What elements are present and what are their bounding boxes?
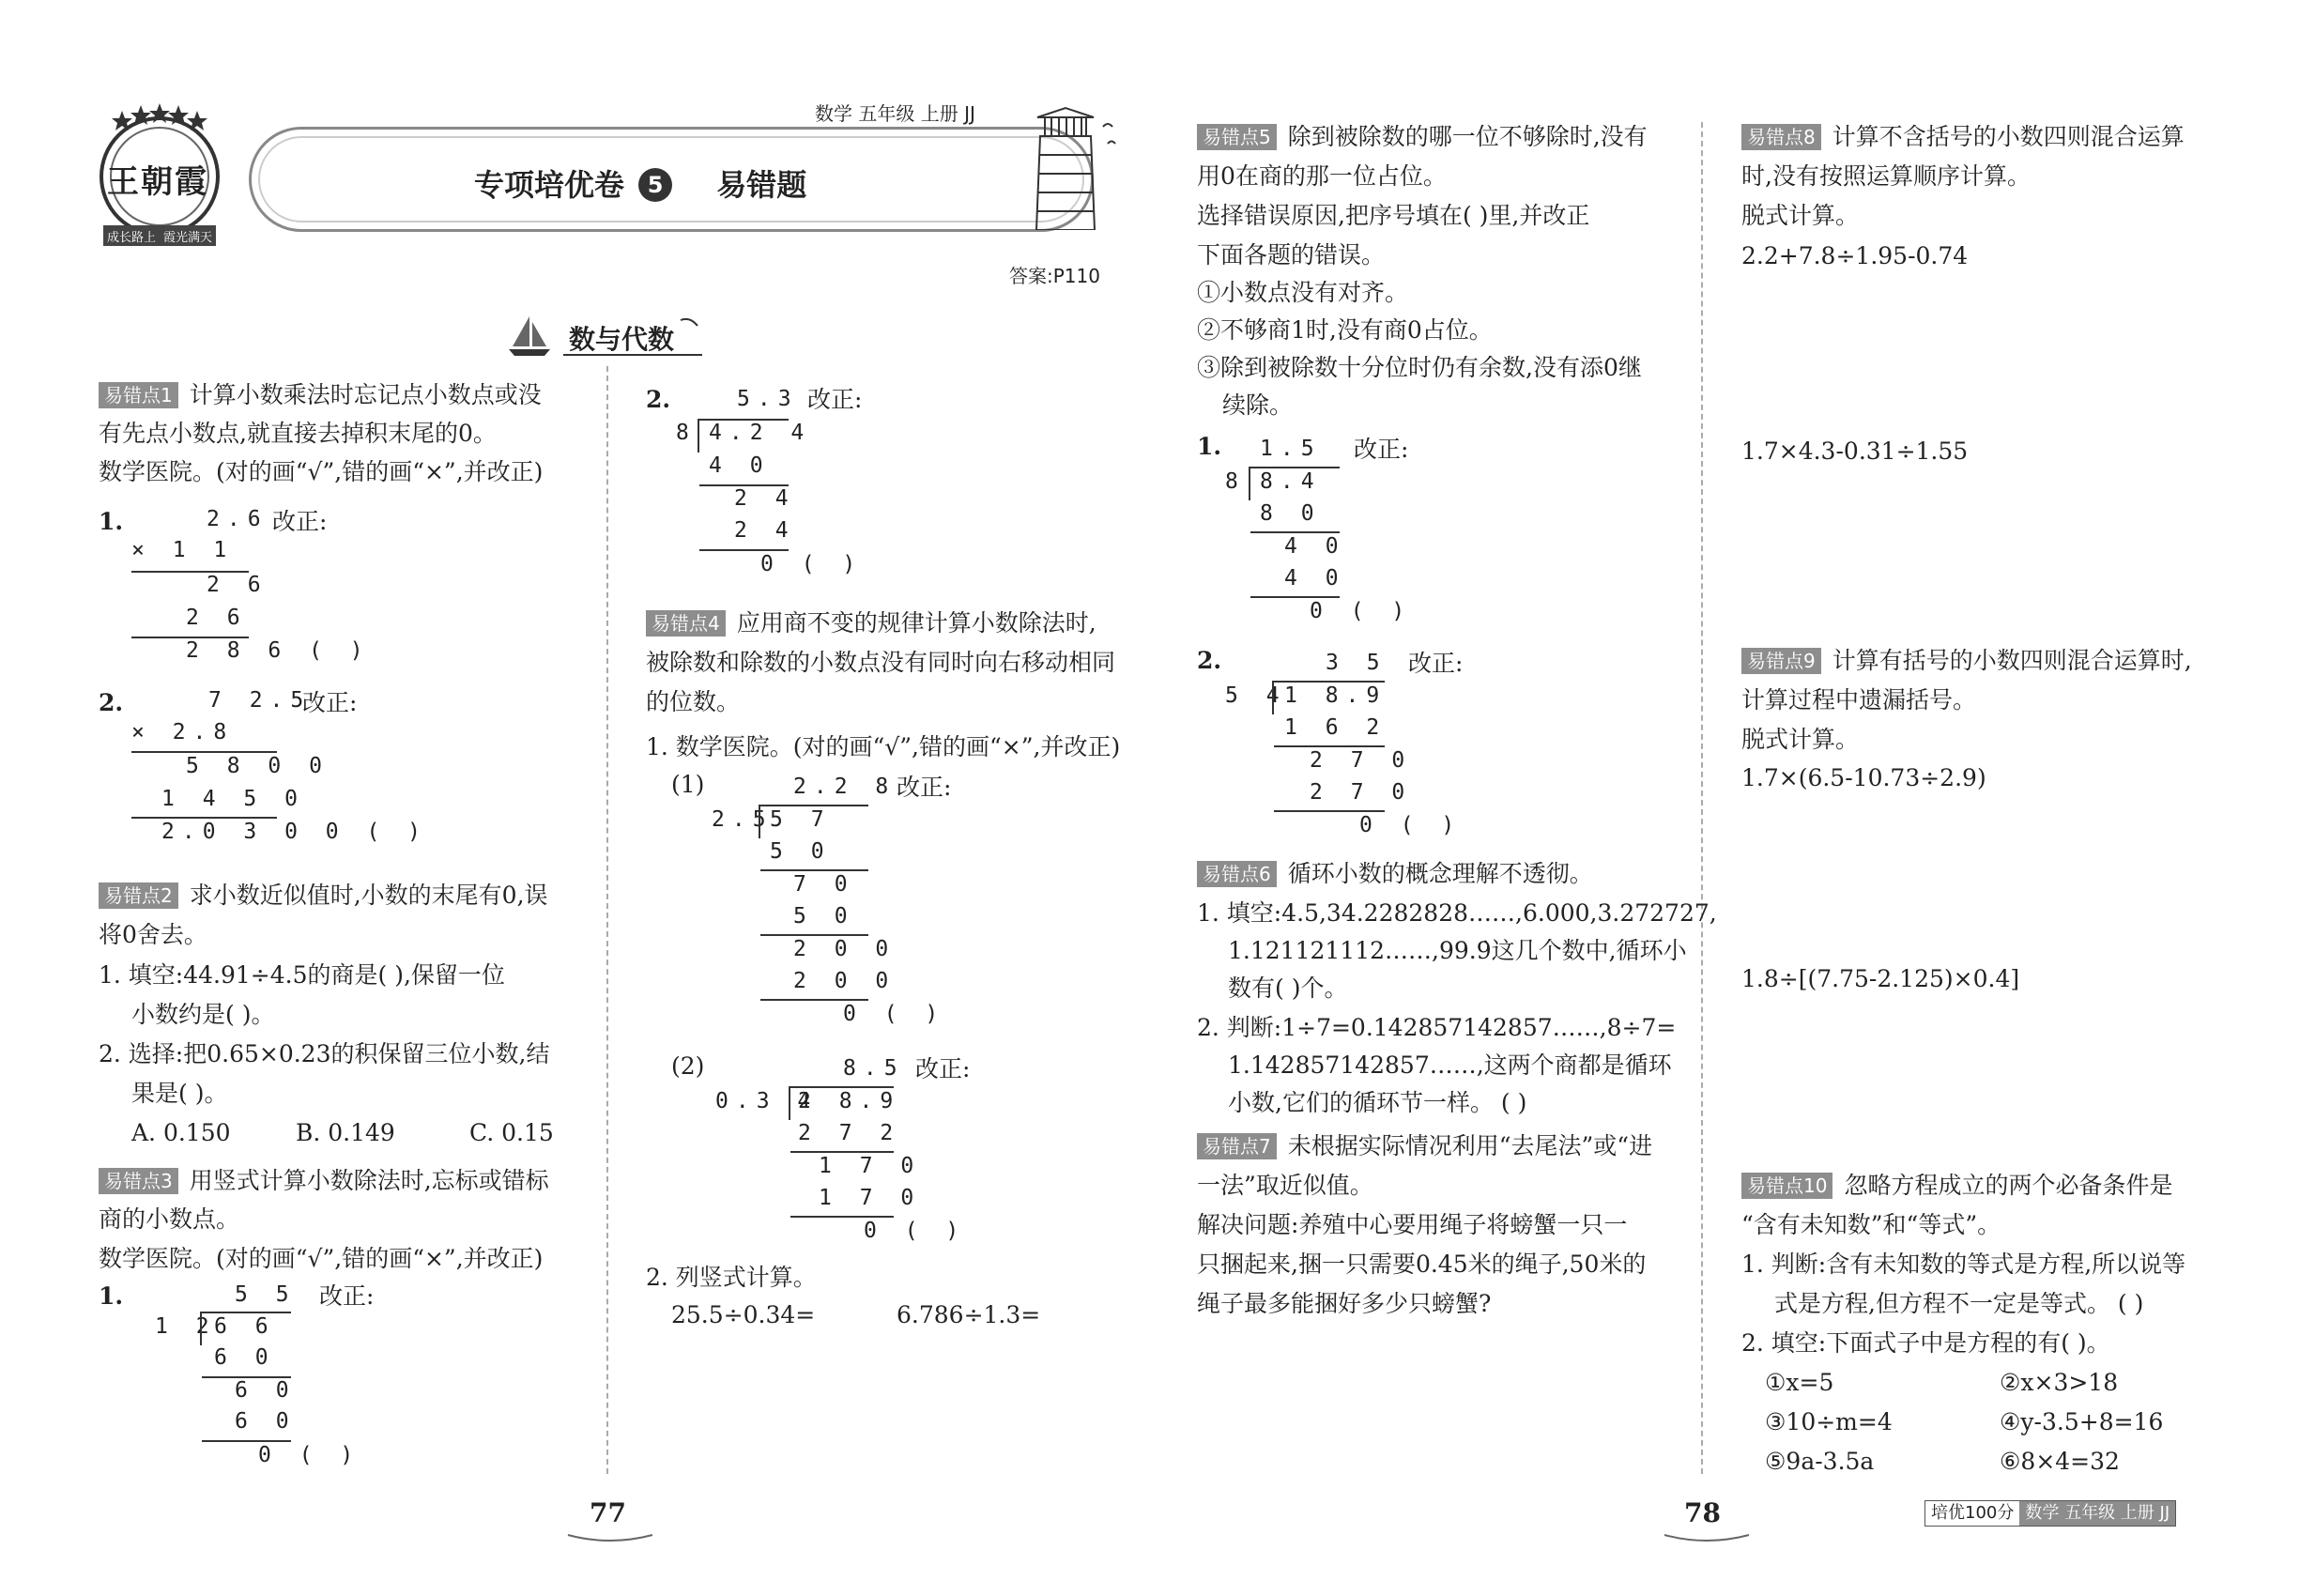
calc-line <box>790 1216 894 1218</box>
word-problem-3: 绳子最多能捆好多少只螃蟹? <box>1197 1290 1492 1317</box>
question-number: 2. <box>1197 647 1222 674</box>
mistake-1-text: 计算小数乘法时忘记点小数点或没 <box>189 381 542 408</box>
column-divider-left <box>606 366 608 1474</box>
header-meta: 数学 五年级 上册 JJ <box>815 102 975 125</box>
calc-row: 8 <box>676 421 697 445</box>
math-hospital-instruction: 数学医院。(对的画“√”,错的画“×”,并改正) <box>99 1245 544 1272</box>
judge-question-2: 式是方程,但方程不一定是等式。 ( ) <box>1774 1290 2144 1317</box>
correction-label: 改正: <box>272 508 328 535</box>
calc-row: 2.6 <box>207 507 268 531</box>
judge-question: 2. 判断:1÷7=0.142857142857……,8÷7= <box>1197 1014 1677 1041</box>
division-bracket <box>1249 467 1250 500</box>
math-hospital-instruction: 数学医院。(对的画“√”,错的画“×”,并改正) <box>99 458 544 485</box>
mistake-2-text-2: 将0舍去。 <box>99 921 207 948</box>
calc-row: 6 0 <box>214 1345 276 1370</box>
calc-expression: 1.7×4.3-0.31÷1.55 <box>1741 437 1969 465</box>
mistake-8-text: 计算不含括号的小数四则混合运算 <box>1832 123 2185 150</box>
lighthouse-icon <box>1014 99 1117 230</box>
page-title <box>474 161 806 205</box>
mistake-4-heading <box>646 604 1096 642</box>
mistake-tag: 易错点9 <box>1741 648 1821 674</box>
instruction-text: 选择错误原因,把序号填在( )里,并改正 <box>1197 202 1590 229</box>
calc-row: 5 0 <box>770 839 832 864</box>
calc-row: 7 2.5 <box>208 688 312 713</box>
calc-row: 2 4 <box>734 518 796 543</box>
calc-row: 2 6 <box>207 573 268 597</box>
calc-row: 1 8.9 <box>1284 683 1388 708</box>
mistake-9-heading <box>1741 641 2192 680</box>
division-bracket <box>200 1312 202 1345</box>
calc-row: 2 4 <box>734 486 796 511</box>
calc-row: 2 0 0 <box>793 969 897 993</box>
calc-row: 4 0 <box>1284 566 1346 591</box>
calc-row: 1 6 2 <box>1284 715 1388 740</box>
calc-line <box>1250 467 1340 468</box>
calc-row: 0.3 4 <box>715 1089 819 1113</box>
calc-row: 5 4 <box>1225 683 1287 708</box>
calc-line <box>699 549 789 551</box>
calc-row: 0 ( ) <box>258 1443 361 1467</box>
calc-row: 0 ( ) <box>760 552 864 576</box>
calc-expression: 2.2+7.8÷1.95-0.74 <box>1741 242 1969 269</box>
calc-row: 1 4 5 0 <box>161 787 305 811</box>
title-number-badge: 5 <box>638 168 672 202</box>
word-problem: 解决问题:养殖中心要用绳子将螃蟹一只一 <box>1197 1211 1628 1238</box>
fill-blank-question: 2. 填空:下面式子中是方程的有( )。 <box>1741 1329 2110 1357</box>
mistake-tag: 易错点10 <box>1741 1173 1832 1199</box>
calc-line <box>1274 745 1385 747</box>
sub-question-number: (1) <box>671 771 705 798</box>
sailboat-icon <box>507 315 552 357</box>
calc-row: × 1 1 <box>131 538 235 562</box>
mistake-4-text-2: 被除数和除数的小数点没有同时向右移动相同 <box>646 649 1116 676</box>
calc-line <box>790 1086 894 1088</box>
question-number: 1. <box>99 1282 124 1310</box>
reason-3: ③除到被除数十分位时仍有余数,没有添0继 <box>1197 354 1642 381</box>
question-number: 1. <box>99 508 124 535</box>
calc-row: 2 8.9 <box>798 1089 901 1113</box>
correction-label: 改正: <box>319 1282 375 1310</box>
logo-subtitle-1: 成长路上 <box>107 231 157 245</box>
reason-3-cont: 续除。 <box>1222 391 1294 419</box>
calc-row: 2 8 6 ( ) <box>186 638 371 663</box>
calc-row: 0 ( ) <box>1310 599 1413 623</box>
calc-row: 0 ( ) <box>843 1002 946 1026</box>
correction-label: 改正: <box>897 774 952 801</box>
question-number: 1. <box>1197 433 1222 460</box>
title-prefix: 专项培优卷 <box>474 167 625 203</box>
mistake-tag: 易错点3 <box>99 1168 178 1194</box>
calc-row: 8 0 <box>1260 501 1322 526</box>
choice-question-2: 果是( )。 <box>131 1080 228 1107</box>
calc-line <box>202 1440 291 1442</box>
page-number-left: 77 <box>590 1497 626 1528</box>
calc-expression: 6.786÷1.3= <box>897 1301 1041 1328</box>
equation-option: ①x=5 <box>1765 1369 1834 1396</box>
sub-question-number: (2) <box>671 1052 705 1080</box>
mistake-9-text-2: 计算过程中遗漏括号。 <box>1741 686 1977 714</box>
correction-label: 改正: <box>807 386 863 413</box>
calc-row: 7 0 <box>793 872 855 897</box>
mistake-7-text: 未根据实际情况利用“去尾法”或“进 <box>1287 1132 1653 1159</box>
judge-question: 1. 判断:含有未知数的等式是方程,所以说等 <box>1741 1251 2186 1278</box>
instruction-text-2: 下面各题的错误。 <box>1197 241 1386 269</box>
word-problem-2: 只捆起来,捆一只需要0.45米的绳子,50米的 <box>1197 1251 1647 1278</box>
calc-line <box>1250 531 1340 533</box>
mistake-5-text-2: 用0在商的那一位占位。 <box>1197 162 1447 190</box>
mistake-3-heading <box>99 1161 549 1200</box>
title-suffix: 易错题 <box>716 167 807 203</box>
calc-line <box>760 999 868 1001</box>
calc-row: 1.5 <box>1260 437 1322 461</box>
page-ornament-icon <box>563 1526 657 1544</box>
calc-row: 4 0 <box>709 453 771 478</box>
correction-label: 改正: <box>1408 650 1464 677</box>
mistake-tag: 易错点8 <box>1741 124 1821 150</box>
equation-option: ③10÷m=4 <box>1765 1408 1893 1435</box>
mistake-tag: 易错点1 <box>99 382 178 408</box>
calc-row: 2 6 <box>186 606 248 630</box>
calc-row: 5 7 <box>770 807 832 832</box>
calc-line <box>131 751 277 753</box>
logo-subtitle-2: 霞光满天 <box>163 231 213 245</box>
mistake-7-heading <box>1197 1127 1652 1165</box>
calc-row: 8.4 <box>1260 469 1322 494</box>
calc-instruction: 脱式计算。 <box>1741 726 1860 753</box>
calc-line <box>1274 681 1385 683</box>
brand-meta: 数学 五年级 上册 JJ <box>2019 1501 2175 1526</box>
mistake-9-text: 计算有括号的小数四则混合运算时, <box>1832 647 2192 674</box>
calc-row: 1 7 0 <box>819 1186 922 1210</box>
mistake-4-text: 应用商不变的规律计算小数除法时, <box>736 609 1096 637</box>
mistake-tag: 易错点7 <box>1197 1133 1277 1159</box>
mistake-5-heading <box>1197 117 1648 156</box>
calc-instruction: 脱式计算。 <box>1741 202 1860 229</box>
calc-row: 2 7 0 <box>1310 780 1413 805</box>
mistake-tag: 易错点5 <box>1197 124 1277 150</box>
calc-expression: 25.5÷0.34= <box>671 1301 816 1328</box>
mistake-6-heading <box>1197 854 1593 893</box>
calc-expression: 1.8÷[(7.75-2.125)×0.4] <box>1741 965 2020 992</box>
division-bracket <box>1272 681 1274 714</box>
correction-label: 改正: <box>1354 436 1409 463</box>
choice-option-a: A. 0.150 <box>131 1119 231 1146</box>
reason-2: ②不够商1时,没有商0占位。 <box>1197 316 1493 344</box>
calc-row: 0 ( ) <box>864 1219 967 1243</box>
page-number-right: 78 <box>1684 1497 1721 1528</box>
fill-blank-question-2: 小数约是( )。 <box>131 1001 275 1028</box>
mistake-3-text: 用竖式计算小数除法时,忘标或错标 <box>189 1167 549 1194</box>
calc-row: 2 7 2 <box>798 1121 901 1145</box>
equation-option: ⑤9a-3.5a <box>1765 1448 1875 1475</box>
calc-row: 5.3 <box>737 387 799 411</box>
column-divider-right <box>1701 122 1703 1474</box>
mistake-tag: 易错点4 <box>646 610 726 637</box>
judge-question-2: 1.142857142857……,这两个商都是循环 <box>1228 1051 1672 1079</box>
calc-row: 8.5 <box>843 1056 905 1081</box>
calc-row: 1 7 0 <box>819 1154 922 1178</box>
calc-row: 4.2 4 <box>709 421 812 445</box>
calc-row: 6 0 <box>235 1378 297 1403</box>
calc-row: 3 5 <box>1326 651 1388 675</box>
equation-option: ④y-3.5+8=16 <box>2000 1408 2164 1435</box>
reason-1: ①小数点没有对齐。 <box>1197 279 1409 306</box>
mistake-8-text-2: 时,没有按照运算顺序计算。 <box>1741 162 2031 190</box>
mistake-2-heading <box>99 876 548 914</box>
brand-badge <box>1924 1500 2176 1527</box>
mistake-5-text: 除到被除数的哪一位不够除时,没有 <box>1287 123 1648 150</box>
calc-line <box>760 805 868 806</box>
question-number: 2. <box>99 689 124 716</box>
calc-row: 8 <box>1225 469 1246 494</box>
calc-line <box>760 934 868 936</box>
logo-name: 王朝霞 <box>107 163 208 201</box>
choice-option-b: B. 0.149 <box>296 1119 395 1146</box>
calc-row: 2 7 0 <box>1310 748 1413 773</box>
calc-row: 6 0 <box>235 1409 297 1434</box>
mistake-1-heading <box>99 376 542 414</box>
fill-blank-question: 1. 填空:44.91÷4.5的商是( ),保留一位 <box>99 961 505 989</box>
mistake-tag: 易错点6 <box>1197 861 1277 887</box>
mistake-7-text-2: 一法”取近似值。 <box>1197 1172 1373 1199</box>
calc-row: 5 8 0 0 <box>186 754 330 778</box>
division-bracket <box>789 1086 790 1120</box>
mistake-10-text: 忽略方程成立的两个必备条件是 <box>1844 1172 2173 1199</box>
judge-question-3: 小数,它们的循环节一样。 ( ) <box>1228 1089 1527 1116</box>
calc-row: 2 0 0 <box>793 937 897 961</box>
correction-label: 改正: <box>302 689 358 716</box>
mistake-tag: 易错点2 <box>99 882 178 909</box>
mistake-8-heading <box>1741 117 2185 156</box>
calc-line <box>1250 596 1340 598</box>
brand-name: 培优100分 <box>1931 1503 2015 1523</box>
calc-row: 2.2 8 <box>793 775 897 799</box>
calc-row: × 2.8 <box>131 720 235 744</box>
calc-row: 2.0 3 0 0 ( ) <box>161 820 429 844</box>
section-title: 数与代数 <box>569 324 675 355</box>
calc-line <box>131 817 277 819</box>
calc-row: 1 2 <box>155 1314 217 1339</box>
calc-row: 0 ( ) <box>1359 813 1463 837</box>
calc-row: 6 6 <box>214 1314 276 1339</box>
fill-blank-question: 1. 填空:4.5,34.2282828……,6.000,3.272727, <box>1197 899 1717 927</box>
calc-line <box>790 1151 894 1153</box>
section-wave-icon <box>563 315 704 358</box>
vertical-calc-question: 2. 列竖式计算。 <box>646 1264 817 1291</box>
question-number: 2. <box>646 386 671 413</box>
calc-line <box>760 869 868 871</box>
mistake-6-text: 循环小数的概念理解不透彻。 <box>1287 860 1593 887</box>
logo <box>94 101 225 252</box>
mistake-1-text-2: 有先点小数点,就直接去掉积末尾的0。 <box>99 420 497 447</box>
calc-expression: 1.7×(6.5-10.73÷2.9) <box>1741 764 1986 791</box>
fill-blank-question-3: 数有( )个。 <box>1228 974 1348 1002</box>
mistake-2-text: 求小数近似值时,小数的末尾有0,误 <box>189 882 548 909</box>
equation-option: ⑥8×4=32 <box>2000 1448 2120 1475</box>
mistake-10-heading <box>1741 1166 2172 1205</box>
choice-option-c: C. 0.15 <box>469 1119 554 1146</box>
fill-blank-question-2: 1.121121112……,99.9̇这几个数中,循环小 <box>1228 937 1687 964</box>
calc-row: 5 5 <box>235 1282 297 1307</box>
correction-label: 改正: <box>915 1055 971 1082</box>
answer-reference: 答案:P110 <box>1009 265 1100 287</box>
calc-row: 5 0 <box>793 904 855 928</box>
division-bracket <box>759 805 760 838</box>
division-bracket <box>698 419 699 453</box>
choice-question: 2. 选择:把0.65×0.23的积保留三位小数,结 <box>99 1040 550 1067</box>
page-ornament-icon <box>1660 1526 1754 1544</box>
mistake-3-text-2: 商的小数点。 <box>99 1205 240 1233</box>
calc-line <box>1274 810 1385 812</box>
calc-row: 2.5 <box>712 807 774 832</box>
equation-option: ②x×3>18 <box>2000 1369 2119 1396</box>
calc-row: 4 0 <box>1284 534 1346 559</box>
math-hospital-instruction: 1. 数学医院。(对的画“√”,错的画“×”,并改正) <box>646 733 1121 760</box>
mistake-4-text-3: 的位数。 <box>646 688 741 715</box>
calc-line <box>202 1312 291 1313</box>
mistake-10-text-2: “含有未知数”和“等式”。 <box>1741 1211 2001 1238</box>
